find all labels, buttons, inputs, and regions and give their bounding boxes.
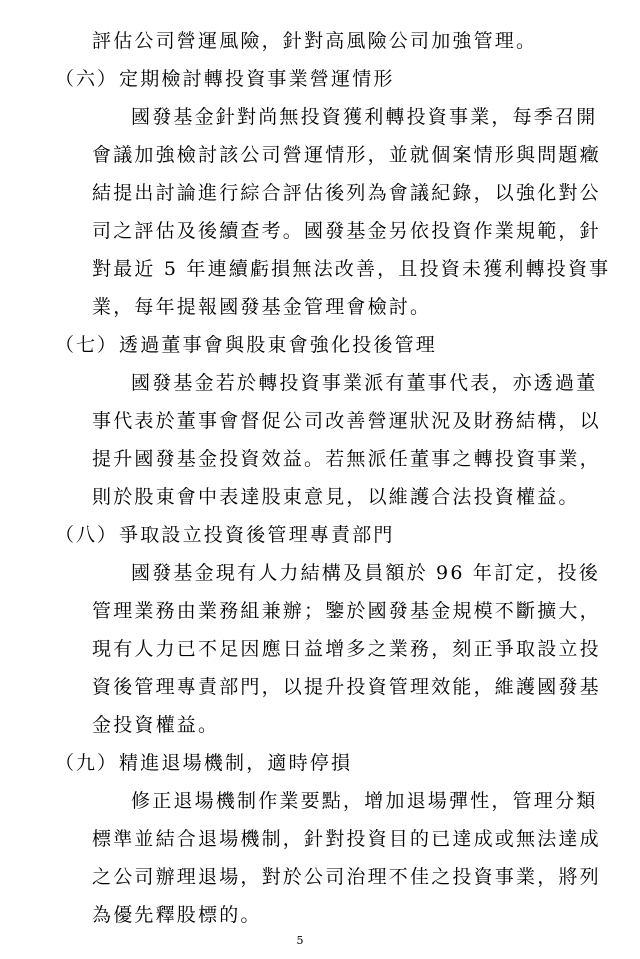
section-title: 爭取設立投資後管理專責部門 (119, 524, 395, 546)
section-title: 精進退場機制，適時停損 (119, 752, 353, 774)
paragraph-line: 為優先釋股標的。 (92, 904, 262, 926)
paragraph-line: 業，每年提報國發基金管理會檢討。 (92, 296, 432, 318)
paragraph-line: 對最近 5 年連續虧損無法改善，且投資未獲利轉投資事 (92, 258, 611, 280)
page-number: 5 (296, 934, 304, 947)
paragraph-line: 標準並結合退場機制，針對投資目的已達成或無法達成 (92, 828, 601, 850)
paragraph-line: 之公司辦理退場，對於公司治理不佳之投資事業，將列 (92, 866, 601, 888)
section-title: 定期檢討轉投資事業營運情形 (119, 68, 395, 90)
intro-line: 評估公司營運風險，針對高風險公司加強管理。 (92, 30, 538, 52)
paragraph-line: 金投資權益。 (92, 714, 220, 736)
paragraph-line: 國發基金若於轉投資事業派有董事代表，亦透過董 (131, 372, 598, 394)
section-heading-9 (55, 752, 352, 774)
paragraph-line: 國發基金現有人力結構及員額於 96 年訂定，投後 (131, 562, 601, 584)
paragraph-line: 結提出討論進行綜合評估後列為會議紀錄，以強化對公 (92, 182, 601, 204)
paragraph-line: 事代表於董事會督促公司改善營運狀況及財務結構，以 (92, 410, 601, 432)
section-heading-7 (55, 334, 437, 356)
section-heading-8 (55, 524, 395, 546)
section-heading-6 (55, 68, 395, 90)
section-number: （八） (55, 524, 119, 546)
section-number: （七） (55, 334, 119, 356)
paragraph-line: 現有人力已不足因應日益增多之業務，刻正爭取設立投 (92, 638, 601, 660)
paragraph-line: 資後管理專責部門，以提升投資管理效能，維護國發基 (92, 676, 601, 698)
section-title: 透過董事會與股東會強化投後管理 (119, 334, 438, 356)
paragraph-line: 管理業務由業務組兼辦；鑒於國發基金規模不斷擴大， (92, 600, 601, 622)
paragraph-line: 提升國發基金投資效益。若無派任董事之轉投資事業， (92, 448, 601, 470)
paragraph-line: 國發基金針對尚無投資獲利轉投資事業，每季召開 (131, 106, 598, 128)
section-number: （九） (55, 752, 119, 774)
section-number: （六） (55, 68, 119, 90)
paragraph-line: 會議加強檢討該公司營運情形，並就個案情形與問題癥 (92, 144, 601, 166)
paragraph-line: 修正退場機制作業要點，增加退場彈性，管理分類 (131, 790, 598, 812)
paragraph-line: 司之評估及後續查考。國發基金另依投資作業規範，針 (92, 220, 601, 242)
paragraph-line: 則於股東會中表達股東意見，以維護合法投資權益。 (92, 486, 580, 508)
